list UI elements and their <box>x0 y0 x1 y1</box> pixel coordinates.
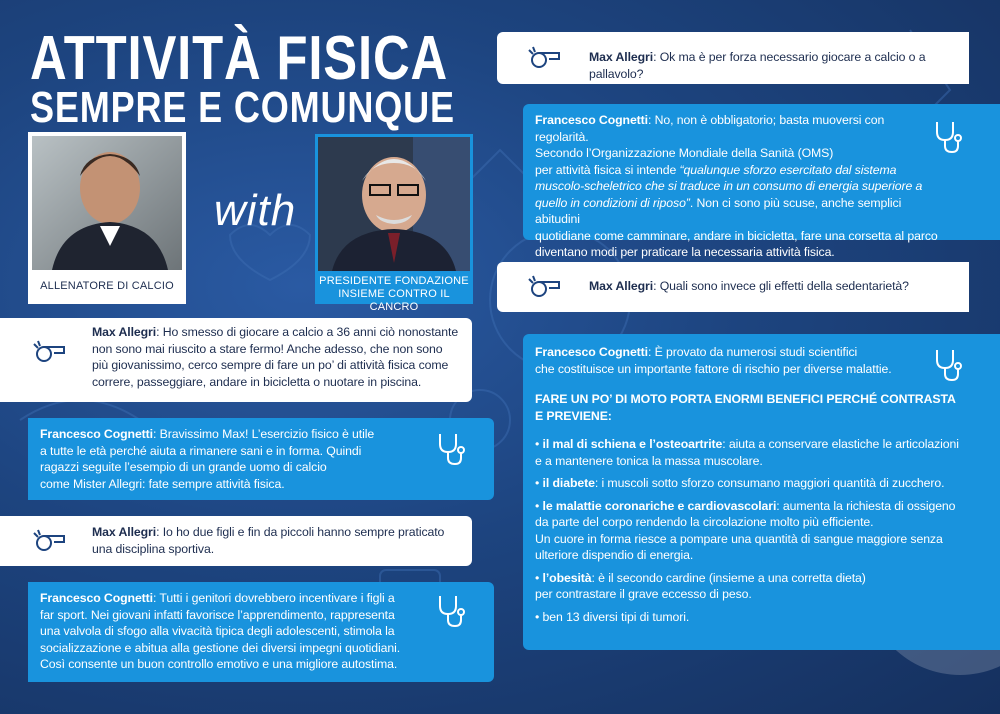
cognetti-quote-card-2 <box>28 582 494 682</box>
with-word: with <box>214 186 297 235</box>
cognetti-photo-card <box>315 134 473 313</box>
allegri-question-card-1 <box>497 32 969 84</box>
answer-line-1: : No, non è obbligatorio; basta muoversi con regolarità. <box>535 113 885 144</box>
stethoscope-icon <box>933 348 963 384</box>
benefit-item: • il mal di schiena e l’osteoartrite: aiuta a conservare elastiche le articolazioni e a mantenere tonica la massa muscolare. <box>535 436 980 469</box>
benefits-headline: FARE UN PO’ DI MOTO PORTA ENORMI BENEFICI PERCHÉ CONTRASTA E PREVIENE: <box>535 392 956 423</box>
question-text: : Ok ma è per forza necessario giocare a calcio o a pallavolo? <box>589 50 926 81</box>
allegri-photo <box>32 136 182 270</box>
answer-line-2: Secondo l’Organizzazione Mondiale della Sanità (OMS) <box>535 146 834 160</box>
quote-text: : Bravissimo Max! L’esercizio fisico è utile a tutte le età perché aiuta a rimanere sani e in forma. Quindi ragazzi seguite l’esempio di un grande uomo di calcio come Mister Allegri: fate sempre attività fisica. <box>40 427 375 491</box>
benefit-item: • l’obesità: è il secondo cardine (insieme a una corretta dieta) per contrastare il grave eccesso di peso. <box>535 570 980 603</box>
stethoscope-icon <box>436 432 466 468</box>
speaker-name: Max Allegri <box>589 50 654 64</box>
page-title: ATTIVITÀ FISICA <box>30 24 449 93</box>
cognetti-answer-card-1 <box>523 104 1000 259</box>
cognetti-photo <box>318 137 470 271</box>
allegri-caption: ALLENATORE DI CALCIO <box>40 280 174 292</box>
whistle-icon <box>32 529 68 553</box>
benefit-item: • il diabete: i muscoli sotto sforzo consumano maggiori quantità di zucchero. <box>535 475 980 492</box>
benefit-item: • ben 13 diversi tipi di tumori. <box>535 609 980 626</box>
quote-text: : Ho smesso di giocare a calcio a 36 anni ciò nonostante non sono mai riuscito a stare fermo! Anche adesso, che non sono più giovanissimo, cerco sempre di fare un po’ di attività fisica come correre, passeggiare, andare in bicicletta o nuotare in piscina. <box>92 325 459 389</box>
quote-text: : Tutti i genitori dovrebbero incentivare i figli a far sport. Nei giovani infatti favorisce l’apprendimento, rappresenta una valvola di sfogo alla vivacità tipica degli adolescenti, stimola la socializzazione e abitua alla gestione dei diversi impegni quotidiani. Così consente un buon controllo emotivo e una migliore autostima. <box>40 591 401 671</box>
answer-intro: : È provato da numerosi studi scientifici che costituisce un importante fattore di rischio per diverse malattie. <box>535 345 892 376</box>
whistle-icon <box>527 46 563 70</box>
stethoscope-icon <box>436 594 466 630</box>
cognetti-answer-card-2 <box>523 334 1000 650</box>
stethoscope-icon <box>933 120 963 156</box>
allegri-question-card-2 <box>497 262 969 312</box>
benefits-list <box>535 436 980 625</box>
speaker-name: Max Allegri <box>92 325 157 339</box>
cognetti-caption-line1: PRESIDENTE FONDAZIONE <box>319 275 469 287</box>
speaker-name: Max Allegri <box>92 525 157 539</box>
oms-definition-quote: “qualunque sforzo esercitato dal sistema muscolo-scheletrico che si traduce in un consumo di energia superiore a quello in condizioni di riposo” <box>535 162 923 210</box>
allegri-photo-card <box>28 132 186 304</box>
speaker-name: Francesco Cognetti <box>535 113 648 127</box>
cognetti-quote-card-1 <box>28 418 494 500</box>
whistle-icon <box>527 275 563 299</box>
speaker-name: Francesco Cognetti <box>535 345 648 359</box>
quote-text: : Io ho due figli e fin da piccoli hanno sempre praticato una disciplina sportiva. <box>92 525 445 556</box>
answer-line-3: per attività fisica si intende <box>535 162 680 177</box>
cognetti-caption-line2: INSIEME CONTRO IL CANCRO <box>338 288 450 313</box>
page-subtitle: SEMPRE E COMUNQUE <box>30 83 455 132</box>
allegri-quote-card-2 <box>0 516 472 566</box>
answer-rest: . Non ci sono più scuse, anche semplici abitudini quotidiane come camminare, andare in bicicletta, fare una corsetta al parco diventano modi per praticare la necessaria attività fisica. <box>535 195 938 259</box>
benefit-item: • le malattie coronariche e cardiovascolari: aumenta la richiesta di ossigeno da parte del corpo rendendo la circolazione molto più efficiente. Un cuore in forma riesce a pompare una quantità di sangue maggiore senza ulteriore dispendio di energia. <box>535 498 980 564</box>
speaker-name: Francesco Cognetti <box>40 591 153 605</box>
speaker-name: Francesco Cognetti <box>40 427 153 441</box>
speaker-name: Max Allegri <box>589 279 654 293</box>
whistle-icon <box>32 340 68 364</box>
allegri-quote-card-1 <box>0 318 472 402</box>
question-text: : Quali sono invece gli effetti della sedentarietà? <box>653 279 909 293</box>
